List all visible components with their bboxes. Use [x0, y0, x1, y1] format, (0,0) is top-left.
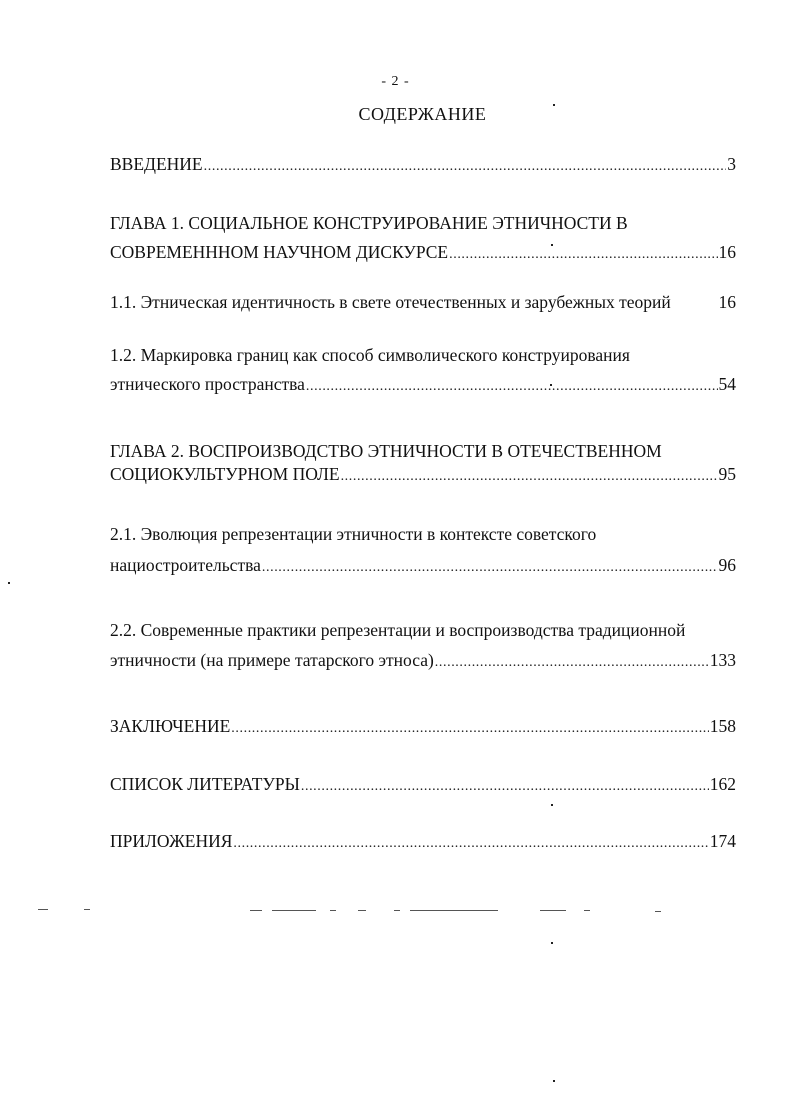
dot-leader: [233, 832, 708, 856]
dot-leader: [341, 465, 718, 489]
toc-entry-chapter-2-line-1: ГЛАВА 2. ВОСПРОИЗВОДСТВО ЭТНИЧНОСТИ В ОТЕЧЕСТВЕННОМ: [110, 441, 662, 461]
toc-entry-page: 3: [727, 154, 736, 174]
toc-entry-conclusion: [110, 714, 736, 741]
toc-entry-section-2-2-line-1: 2.2. Современные практики репрезентации и воспроизводства традиционной: [110, 620, 686, 640]
toc-entry-page: 54: [718, 374, 736, 394]
toc-entry-chapter-1: [110, 240, 736, 267]
toc-entry-label: СПИСОК ЛИТЕРАТУРЫ: [110, 774, 300, 794]
toc-entry-bibliography: [110, 772, 736, 799]
toc-entry-chapter-1-line-1: ГЛАВА 1. СОЦИАЛЬНОЕ КОНСТРУИРОВАНИЕ ЭТНИЧНОСТИ В: [110, 213, 628, 233]
toc-entry-label: нациостроительства: [110, 555, 261, 575]
toc-entry-page: 96: [718, 555, 736, 575]
toc-entry-page: 174: [709, 831, 736, 851]
dot-leader: [301, 775, 709, 799]
toc-entry-chapter-2: [110, 462, 736, 489]
toc-entry-section-2-1-line-1: 2.1. Эволюция репрезентации этничности в контексте советского: [110, 524, 597, 544]
toc-entry-section-1-2-line-1: 1.2. Маркировка границ как способ символического конструирования: [110, 345, 630, 365]
toc-entry-label: ЗАКЛЮЧЕНИЕ: [110, 716, 231, 736]
toc-title: СОДЕРЖАНИЕ: [358, 104, 487, 124]
dot-leader: [262, 556, 718, 580]
dot-leader: [306, 375, 718, 399]
toc-entry-section-1-1: [110, 290, 736, 314]
toc-entry-page: 162: [709, 774, 736, 794]
toc-entry-section-1-2: [110, 372, 736, 399]
dot-leader: [204, 155, 727, 179]
toc-entry-page: 16: [718, 292, 736, 312]
toc-entry-label: этничности (на примере татарского этноса): [110, 650, 434, 670]
toc-entry-page: 16: [718, 242, 736, 262]
page-number: - 2 -: [381, 74, 410, 89]
toc-entry-label: ВВЕДЕНИЕ: [110, 154, 203, 174]
dot-leader: [231, 717, 708, 741]
toc-entry-label: СОВРЕМЕНННОМ НАУЧНОМ ДИСКУРСЕ: [110, 242, 449, 262]
dot-leader: [449, 243, 717, 267]
toc-entry-section-2-2: [110, 648, 736, 675]
toc-entry-appendices: [110, 829, 736, 856]
dot-leader: [435, 651, 709, 675]
toc-entry-label: 1.1. Этническая идентичность в свете отечественных и зарубежных теорий: [110, 292, 671, 312]
toc-entry-introduction: [110, 152, 736, 179]
toc-entry-page: 133: [709, 650, 736, 670]
toc-entry-page: 95: [718, 464, 736, 484]
toc-entry-label: этнического пространства: [110, 374, 305, 394]
toc-entry-section-2-1: [110, 553, 736, 580]
toc-entry-page: 158: [709, 716, 736, 736]
toc-entry-label: СОЦИОКУЛЬТУРНОМ ПОЛЕ: [110, 464, 340, 484]
toc-entry-label: ПРИЛОЖЕНИЯ: [110, 831, 233, 851]
